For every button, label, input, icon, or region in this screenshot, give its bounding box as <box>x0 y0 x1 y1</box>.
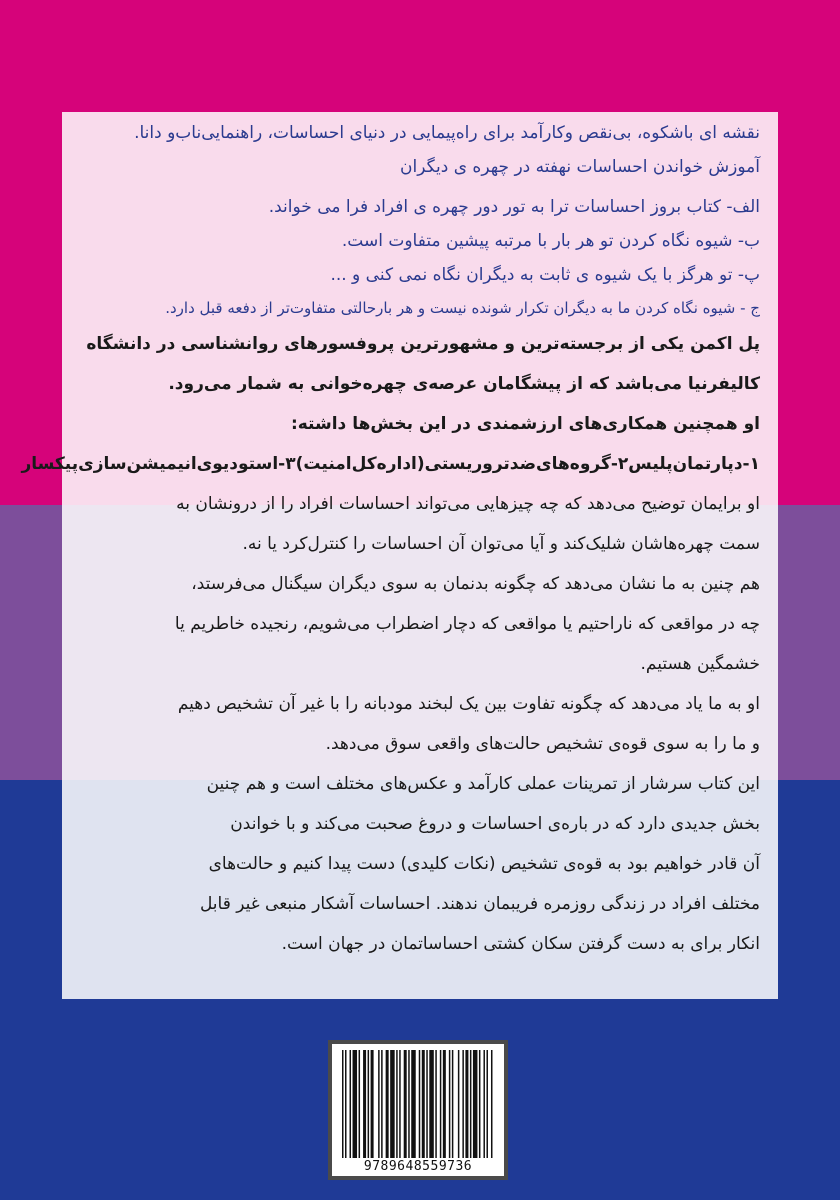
point-jim: ج - شیوه نگاه کردن ما به دیگران تکرار شونده نیست و هر بارحالتی متفاوت‌تر از دفعه قبل دارد. <box>165 299 760 317</box>
body-line: آن قادر خواهیم بود به قوه‌ی تشخیص (نکات کلیدی) دست پیدا کنیم و حالت‌های <box>208 854 760 874</box>
body-line: مختلف افراد در زندگی روزمره فریبمان ندهند. احساسات آشکار منبعی غیر قابل <box>199 894 760 914</box>
barcode-bar <box>404 1050 407 1158</box>
body-line: سمت چهره‌هاشان شلیک‌کند و آیا می‌توان آن احساسات را کنترل‌کرد یا نه. <box>242 534 760 554</box>
body-line: بخش جدیدی دارد که در باره‌ی احساسات و دروغ صحبت می‌کند و با خواندن <box>230 814 760 834</box>
body-paragraph-1 <box>80 484 760 564</box>
barcode-bar <box>473 1050 478 1158</box>
barcode-bar <box>399 1050 401 1158</box>
barcode-bar <box>422 1050 425 1158</box>
barcode-bar <box>465 1050 468 1158</box>
intro-line-1: نقشه ای باشکوه، بی‌نقص وکارآمد برای راه‌پیمایی در دنیای احساسات، راهنمایی‌ناب‌و دانا. <box>134 123 760 143</box>
barcode-bar <box>350 1050 352 1158</box>
point-be: ب- شیوه نگاه کردن تو هر بار با مرتبه پیشین متفاوت است. <box>341 231 760 251</box>
barcode-bar <box>426 1050 428 1158</box>
isbn-barcode <box>328 1040 508 1180</box>
body-line: هم چنین به ما نشان می‌دهد که چگونه بدنمان به سوی دیگران سیگنال می‌فرستد، <box>191 574 760 594</box>
author-line-3: او همچنین همکاری‌های ارزشمندی در این بخش‌ها داشته: <box>290 414 760 434</box>
barcode-bar <box>353 1050 358 1158</box>
body-line: انکار برای به دست گرفتن سکان کشتی احساساتمان در جهان است. <box>281 934 760 954</box>
barcode-bars <box>342 1050 494 1158</box>
point-pe: پ- تو هرگز با یک شیوه ی ثابت به دیگران نگاه نمی کنی و ... <box>330 265 760 285</box>
barcode-bar <box>390 1050 395 1158</box>
barcode-bar <box>443 1050 446 1158</box>
isbn-number: 9789648559736 <box>363 1159 473 1174</box>
barcode-bar <box>396 1050 398 1158</box>
barcode-bar <box>419 1050 421 1158</box>
intro-line-2: آموزش خواندن احساسات نهفته در چهره ی دیگران <box>400 157 760 177</box>
barcode-bar <box>486 1050 488 1158</box>
barcode-bar <box>371 1050 374 1158</box>
author-paragraph <box>21 324 760 484</box>
back-cover-text <box>21 116 760 964</box>
body-paragraph-2 <box>80 564 760 684</box>
barcode-bar <box>440 1050 442 1158</box>
author-line-2: کالیفرنیا می‌باشد که از پیشگامان عرصه‌ی چهره‌خوانی به شمار می‌رود. <box>168 374 760 394</box>
barcode-bar <box>435 1050 437 1158</box>
barcode-bar <box>491 1050 493 1158</box>
body-line: او برایمان توضیح می‌دهد که چه چیزهایی می‌تواند احساسات افراد را از درونشان به <box>176 494 760 514</box>
barcode-bar <box>342 1050 344 1158</box>
barcode-bar <box>483 1050 485 1158</box>
barcode-bar <box>378 1050 380 1158</box>
barcode-bar <box>449 1050 451 1158</box>
body-line: چه در مواقعی که ناراحتیم یا مواقعی که دچار اضطراب می‌شویم، رنجیده خاطریم یا <box>174 614 760 634</box>
body-line: او به ما یاد می‌دهد که چگونه تفاوت بین یک لبخند مودبانه را با غیر آن تشخیص دهیم <box>177 694 760 714</box>
body-paragraph-3 <box>80 684 760 764</box>
point-alef: الف- کتاب بروز احساسات ترا به تور دور چهره ی افراد فرا می خواند. <box>268 197 760 217</box>
barcode-bar <box>408 1050 410 1158</box>
barcode-bar <box>368 1050 370 1158</box>
barcode-bar <box>479 1050 481 1158</box>
barcode-bar <box>452 1050 454 1158</box>
body-line: این کتاب سرشار از تمرینات عملی کارآمد و عکس‌های مختلف است و هم چنین <box>206 774 760 794</box>
body-line: و ما را به سوی قوه‌ی تشخیص حالت‌های واقعی سوق می‌دهد. <box>325 734 760 754</box>
body-paragraph-4 <box>80 764 760 964</box>
barcode-bar <box>363 1050 366 1158</box>
barcode-bar <box>462 1050 464 1158</box>
barcode-bar <box>345 1050 347 1158</box>
barcode-bar <box>381 1050 383 1158</box>
barcode-bar <box>470 1050 472 1158</box>
barcode-bar <box>458 1050 460 1158</box>
body-line: خشمگین هستیم. <box>640 654 760 674</box>
barcode-bar <box>359 1050 361 1158</box>
barcode-bar <box>411 1050 416 1158</box>
author-line-1: پل اکمن یکی از برجسته‌ترین و مشهورترین پروفسورهای روانشناسی در دانشگاه <box>86 334 760 354</box>
author-line-4: ۱-دپارتمان‌پلیس۲-گروه‌های‌ضدتروریستی(اداره‌کل‌امنیت)۳-استودیوی‌انیمیشن‌سازی‌پیکسار <box>21 454 760 474</box>
barcode-bar <box>386 1050 389 1158</box>
barcode-bar <box>429 1050 434 1158</box>
